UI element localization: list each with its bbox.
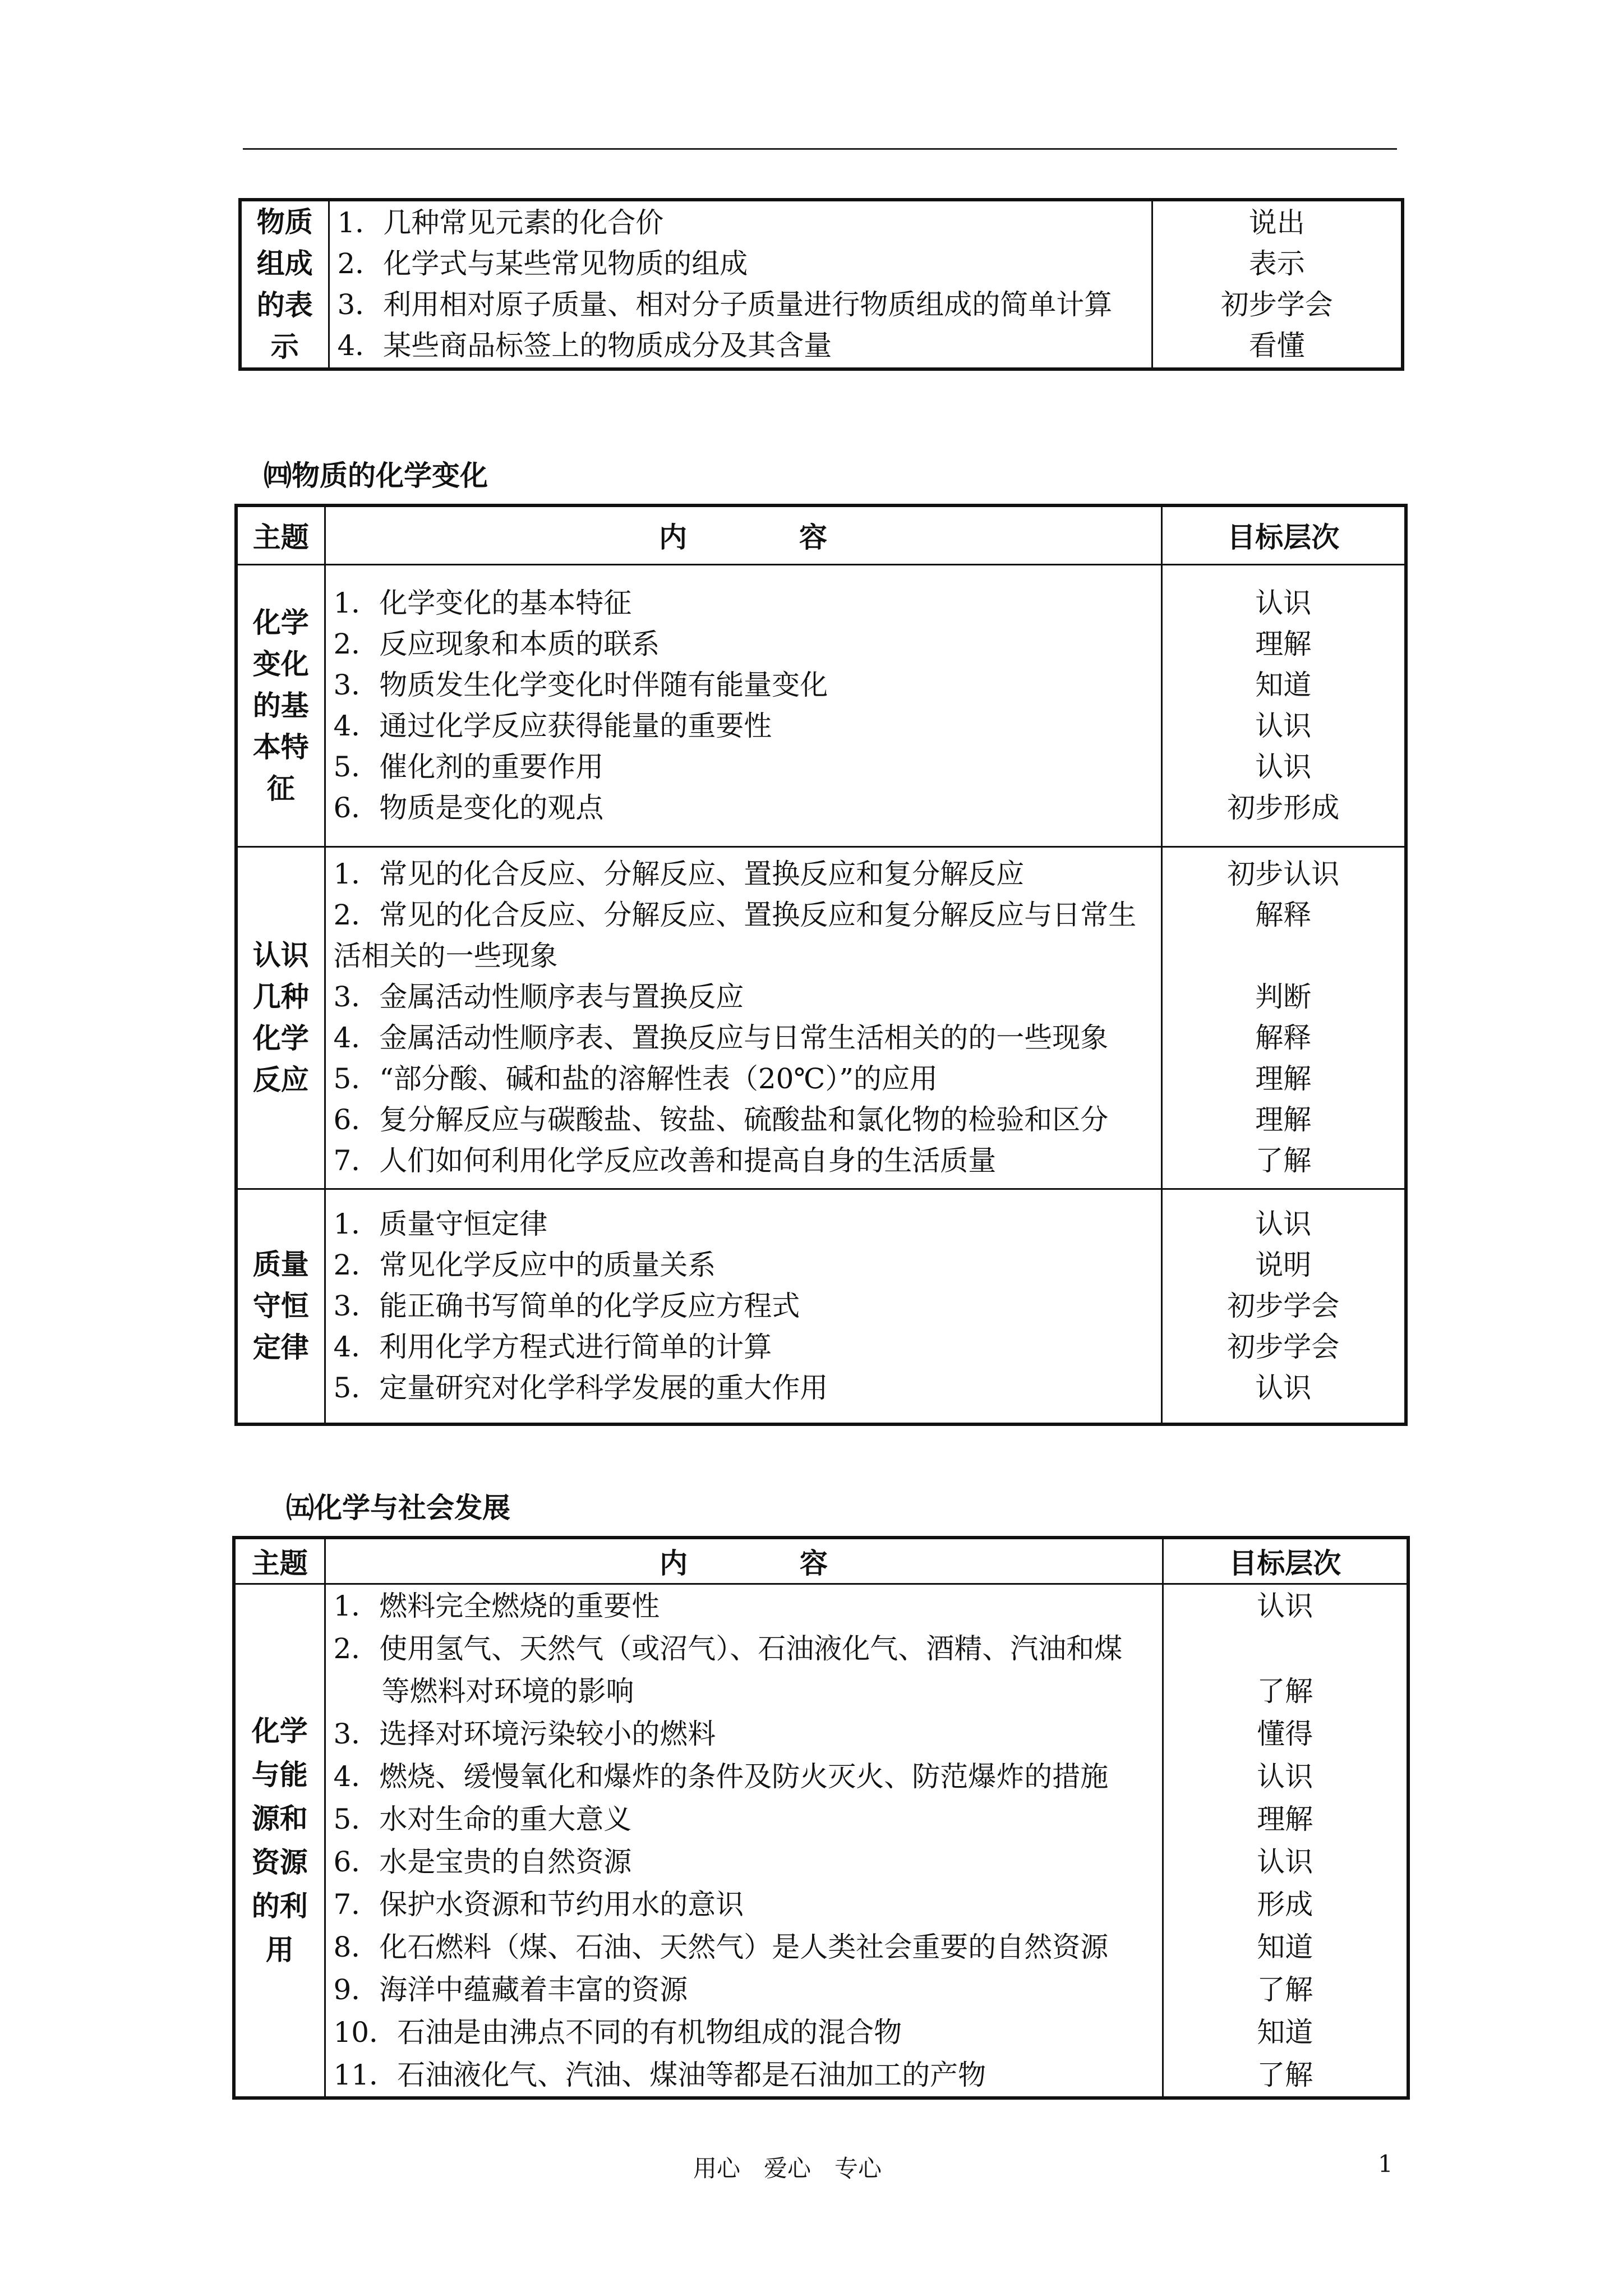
list-item: 2．常见的化合反应、分解反应、置换反应和复分解反应与日常生活相关的一些现象: [333, 899, 1137, 972]
level-value: 认识: [1255, 586, 1312, 619]
table-row: [236, 1189, 1406, 1424]
topic-cell: 化学与能源和资源的利用: [234, 1584, 325, 2098]
list-item: 7．人们如何利用化学反应改善和提高自身的生活质量: [333, 1144, 997, 1177]
section-title: ㈣物质的化学变化: [264, 459, 488, 492]
footer-motto: 用心 爱心 专心: [693, 2155, 882, 2182]
level-value: 认识: [1257, 1760, 1313, 1793]
list-item: 5．定量研究对化学科学发展的重大作用: [333, 1371, 828, 1404]
level-value: 知道: [1257, 2016, 1313, 2049]
table-row: [236, 564, 1406, 846]
header-rule: [243, 148, 1397, 150]
list-item: 2．常见化学反应中的质量关系: [333, 1248, 716, 1281]
list-item: 6．物质是变化的观点: [333, 791, 604, 824]
list-item: 3．金属活动性顺序表与置换反应: [333, 981, 744, 1013]
list-item: 1．燃料完全燃烧的重要性: [333, 1589, 660, 1622]
list-item: 9．海洋中蕴藏着丰富的资源: [333, 1973, 688, 2006]
list-item: 3．能正确书写简单的化学反应方程式: [333, 1289, 800, 1322]
level-value: 认识: [1257, 1589, 1313, 1622]
list-item: 2．化学式与某些常见物质的组成: [337, 247, 748, 280]
level-value: 理解: [1255, 1062, 1312, 1095]
level-value: 解释: [1255, 1022, 1312, 1054]
list-item: 6．水是宝贵的自然资源: [333, 1845, 632, 1878]
list-item: 4．通过化学反应获得能量的重要性: [333, 709, 772, 742]
table-header-row: [236, 505, 1406, 564]
topic-cell: 物质组成的表示: [240, 200, 329, 369]
level-cell: [1152, 200, 1403, 369]
table-chemistry-society: [232, 1536, 1410, 2100]
list-item: 3．选择对环境污染较小的燃料: [333, 1717, 716, 1750]
level-value: 初步学会: [1227, 1289, 1340, 1322]
list-item: 6．复分解反应与碳酸盐、铵盐、硫酸盐和氯化物的检验和区分: [333, 1103, 1109, 1136]
header-content: 内 容: [325, 505, 1161, 564]
header-content: 内 容: [325, 1538, 1163, 1584]
level-value: 理解: [1255, 627, 1312, 660]
list-item: 5．水对生命的重大意义: [333, 1802, 632, 1835]
level-value: 初步学会: [1227, 1330, 1340, 1363]
level-value: 知道: [1255, 668, 1312, 701]
list-item: 11．石油液化气、汽油、煤油等都是石油加工的产物: [333, 2058, 986, 2091]
level-value: 了解: [1257, 2058, 1313, 2091]
level-value: 判断: [1255, 981, 1312, 1013]
level-value: 懂得: [1257, 1717, 1313, 1750]
list-item: 5．“部分酸、碱和盐的溶解性表（20℃）”的应用: [333, 1062, 938, 1095]
list-item: 1．几种常见元素的化合价: [337, 206, 664, 239]
level-value: 认识: [1255, 1371, 1312, 1404]
list-item: 10．石油是由沸点不同的有机物组成的混合物: [333, 2016, 902, 2049]
list-item: 5．催化剂的重要作用: [333, 750, 604, 783]
list-item: 1．化学变化的基本特征: [333, 586, 632, 619]
content-cell: [325, 1584, 1163, 2098]
list-item: 4．某些商品标签上的物质成分及其含量: [337, 329, 832, 362]
page-number: 1: [1378, 2150, 1393, 2178]
list-item: 3．物质发生化学变化时伴随有能量变化: [333, 668, 828, 701]
content-cell: [325, 1189, 1161, 1424]
header-level: 目标层次: [1161, 505, 1406, 564]
level-spacer: [1164, 1627, 1407, 1670]
topic-cell: 化学变化的基本特征: [236, 564, 325, 846]
table-substance-composition: [238, 198, 1404, 371]
level-value: 知道: [1257, 1930, 1313, 1963]
list-item: 8．化石燃料（煤、石油、天然气）是人类社会重要的自然资源: [333, 1930, 1109, 1963]
level-value: 初步形成: [1227, 791, 1340, 824]
table-chemical-change: [234, 504, 1408, 1426]
list-item: 1．常见的化合反应、分解反应、置换反应和复分解反应: [333, 858, 1025, 890]
level-value: 说出: [1248, 206, 1305, 239]
level-value: 初步学会: [1220, 288, 1333, 321]
level-value: 了解: [1255, 1144, 1312, 1177]
list-item: 3．利用相对原子质量、相对分子质量进行物质组成的简单计算: [337, 288, 1113, 321]
table-row: [236, 846, 1406, 1189]
level-value: 认识: [1255, 750, 1312, 783]
topic-cell: 质量守恒定律: [236, 1189, 325, 1424]
level-value: 解释: [1255, 899, 1312, 931]
list-item: 4．利用化学方程式进行简单的计算: [333, 1330, 772, 1363]
list-item: 4．金属活动性顺序表、置换反应与日常生活相关的的一些现象: [333, 1022, 1109, 1054]
list-item: 2．反应现象和本质的联系: [333, 627, 660, 660]
table-row: [240, 200, 1403, 369]
content-cell: [325, 846, 1161, 1189]
level-value: 说明: [1255, 1248, 1312, 1281]
header-topic: 主题: [236, 505, 325, 564]
table-header-row: [234, 1538, 1408, 1584]
table-row: [234, 1584, 1408, 2098]
header-level: 目标层次: [1163, 1538, 1408, 1584]
section-title: ㈤化学与社会发展: [286, 1491, 510, 1524]
content-cell: [325, 564, 1161, 846]
level-value: 认识: [1255, 709, 1312, 742]
list-item: 等燃料对环境的影响: [381, 1674, 634, 1708]
header-topic: 主题: [234, 1538, 325, 1584]
level-cell: [1161, 1189, 1406, 1424]
level-value: 认识: [1257, 1845, 1313, 1878]
list-item: 4．燃烧、缓慢氧化和爆炸的条件及防火灭火、防范爆炸的措施: [333, 1760, 1109, 1793]
topic-cell: 认识几种化学反应: [236, 846, 325, 1189]
level-value: 理解: [1255, 1103, 1312, 1136]
level-cell: [1161, 564, 1406, 846]
level-value: 初步认识: [1227, 858, 1340, 890]
content-cell: [329, 200, 1152, 369]
level-spacer: [1163, 936, 1405, 977]
level-value: 表示: [1248, 247, 1305, 280]
level-value: 了解: [1257, 1973, 1313, 2006]
level-value: 认识: [1255, 1207, 1312, 1240]
list-item: 1．质量守恒定律: [333, 1207, 548, 1240]
list-item: 7．保护水资源和节约用水的意识: [333, 1888, 744, 1921]
level-value: 理解: [1257, 1802, 1313, 1835]
list-item: 2．使用氢气、天然气（或沼气）、石油液化气、酒精、汽油和煤: [333, 1632, 1123, 1665]
level-value: 形成: [1257, 1888, 1313, 1921]
level-value: 看懂: [1248, 329, 1305, 362]
level-cell: [1163, 1584, 1408, 2098]
level-value: 了解: [1257, 1674, 1313, 1708]
level-cell: [1161, 846, 1406, 1189]
